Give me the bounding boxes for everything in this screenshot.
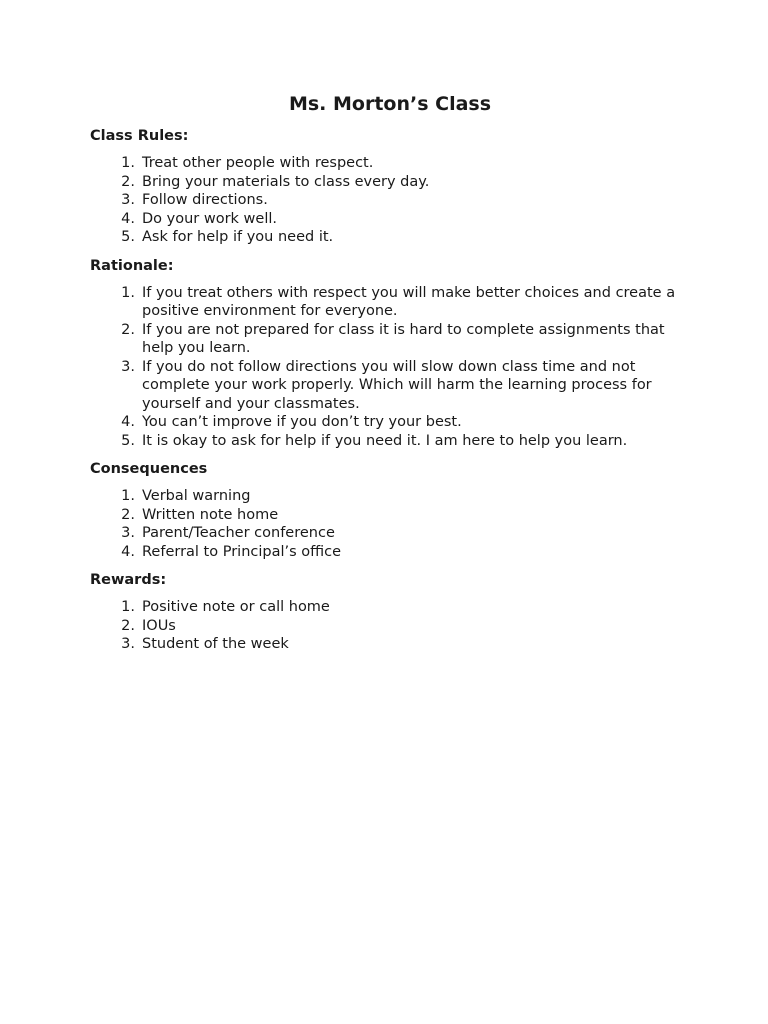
- item-text: It is okay to ask for help if you need it. I am here to help you learn.: [142, 432, 628, 449]
- item-number: 2.: [121, 506, 135, 523]
- item-text: Positive note or call home: [142, 599, 330, 615]
- item-number: 4.: [121, 210, 135, 227]
- list-item: [90, 487, 690, 506]
- item-number: 2.: [121, 321, 135, 338]
- rationale-list: [90, 284, 690, 451]
- list-item: [90, 321, 690, 358]
- item-number: 3.: [121, 525, 135, 541]
- item-number: 5.: [121, 432, 135, 449]
- section-heading: Rationale:: [90, 257, 174, 274]
- item-text: Bring your materials to class every day.: [142, 173, 430, 190]
- rules-list: [90, 154, 690, 247]
- item-text: Written note home: [142, 506, 279, 523]
- section-consequences: [90, 460, 690, 561]
- item-text: If you treat others with respect you will make better choices and create a positive environment for everyone.: [142, 284, 676, 319]
- item-number: 1.: [121, 599, 135, 615]
- section-heading: Rewards:: [90, 572, 167, 588]
- list-item: [90, 617, 690, 636]
- item-number: 5.: [121, 229, 135, 245]
- list-item: [90, 284, 690, 321]
- list-item: [90, 191, 690, 210]
- item-number: 3.: [121, 358, 135, 375]
- item-text: Referral to Principal’s office: [142, 543, 342, 560]
- list-item: [90, 524, 690, 543]
- section-class-rules: [90, 127, 690, 247]
- item-number: 1.: [121, 488, 135, 504]
- item-text: Verbal warning: [142, 488, 251, 504]
- list-item: [90, 358, 690, 414]
- item-number: 2.: [121, 617, 135, 634]
- document-page: [90, 92, 690, 664]
- list-item: [90, 543, 690, 562]
- item-text: Follow directions.: [142, 192, 268, 208]
- list-item: [90, 228, 690, 247]
- item-text: Do your work well.: [142, 210, 278, 227]
- list-item: [90, 635, 690, 654]
- item-text: IOUs: [142, 617, 176, 634]
- item-text: You can’t improve if you don’t try your best.: [142, 414, 462, 430]
- item-number: 3.: [121, 636, 135, 652]
- rewards-list: [90, 598, 690, 654]
- list-item: [90, 210, 690, 229]
- list-item: [90, 154, 690, 173]
- section-heading: Class Rules:: [90, 128, 189, 144]
- item-number: 1.: [121, 284, 135, 301]
- item-text: Parent/Teacher conference: [142, 525, 335, 541]
- list-item: [90, 432, 690, 451]
- page-title: Ms. Morton’s Class: [288, 93, 492, 115]
- section-rationale: [90, 257, 690, 451]
- item-text: Student of the week: [142, 636, 289, 652]
- section-rewards: [90, 571, 690, 654]
- item-text: Ask for help if you need it.: [142, 229, 334, 245]
- consequences-list: [90, 487, 690, 561]
- list-item: [90, 173, 690, 192]
- list-item: [90, 413, 690, 432]
- list-item: [90, 506, 690, 525]
- list-item: [90, 598, 690, 617]
- section-heading: Consequences: [90, 461, 208, 477]
- item-number: 3.: [121, 192, 135, 208]
- item-text: If you are not prepared for class it is hard to complete assignments that help you learn.: [142, 321, 665, 356]
- item-number: 2.: [121, 173, 135, 190]
- item-text: Treat other people with respect.: [142, 155, 374, 171]
- item-number: 4.: [121, 543, 135, 560]
- item-text: If you do not follow directions you will slow down class time and not complete your work properly. Which will harm the learning process for yourself and your classmates.: [142, 358, 652, 412]
- item-number: 4.: [121, 414, 135, 430]
- item-number: 1.: [121, 155, 135, 171]
